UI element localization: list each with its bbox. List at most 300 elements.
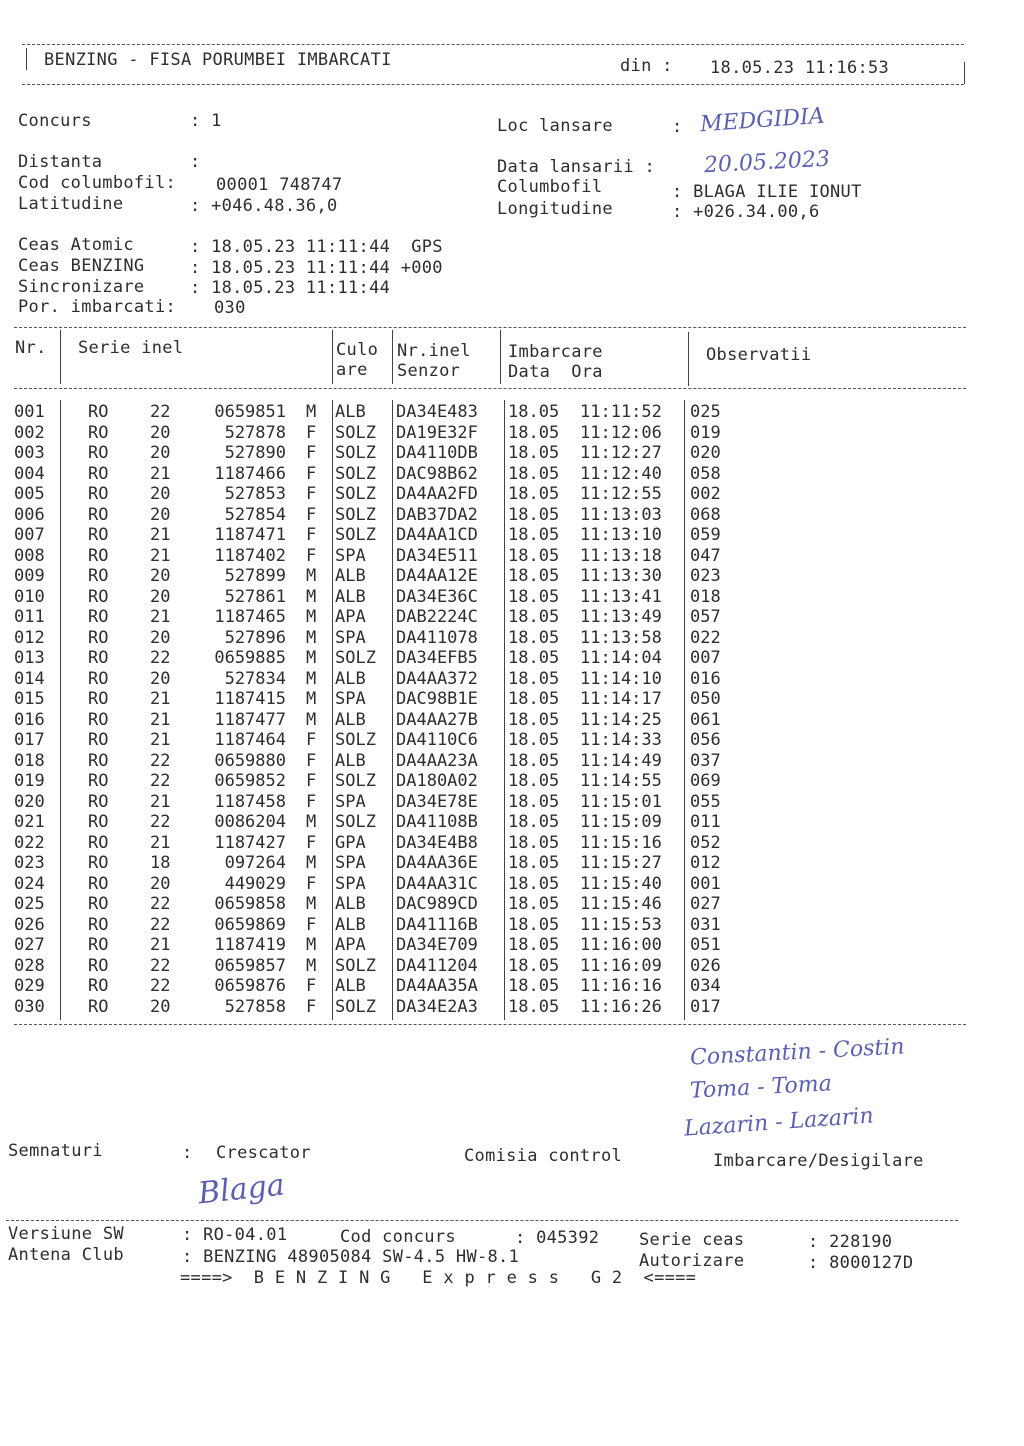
cell-sensor-ring: DA4AA27B xyxy=(396,709,478,730)
cell-boarding-date: 18.05 xyxy=(508,996,560,1017)
cell-sex: M xyxy=(306,566,317,586)
cell-boarding-date: 18.05 xyxy=(508,689,560,709)
table-row xyxy=(14,812,734,833)
cell-color: SPA xyxy=(335,873,366,894)
col-sep-3 xyxy=(392,330,393,384)
cell-row-number: 015 xyxy=(14,689,45,709)
cell-ring-year: 21 xyxy=(150,730,171,750)
data-lansarii-label: Data lansarii : xyxy=(497,157,656,177)
cell-observation: 031 xyxy=(690,914,721,935)
cell-boarding-time: 11:15:27 xyxy=(580,853,662,873)
cell-sensor-ring: DA4110C6 xyxy=(396,730,478,750)
cell-ring-country: RO xyxy=(88,402,109,422)
cell-ring-country: RO xyxy=(88,791,109,812)
cell-boarding-time: 11:15:09 xyxy=(580,812,662,832)
cod-columbofil-label: Cod columbofil: xyxy=(18,173,177,193)
cell-row-number: 007 xyxy=(14,525,45,545)
cell-boarding-time: 11:11:52 xyxy=(580,402,662,422)
cell-boarding-time: 11:12:55 xyxy=(580,484,662,504)
cell-sex: M xyxy=(306,648,317,668)
cell-ring-number: 1187415 xyxy=(214,689,286,709)
cell-ring-number: 1187471 xyxy=(214,525,286,545)
cell-sex: M xyxy=(306,894,317,914)
concurs-label: Concurs xyxy=(18,111,92,131)
cell-sensor-ring: DA4AA36E xyxy=(396,853,478,873)
cell-row-number: 022 xyxy=(14,832,45,853)
loc-lansare-label: Loc lansare xyxy=(497,116,613,136)
table-row xyxy=(14,546,734,567)
antena-club-label: Antena Club xyxy=(8,1245,124,1265)
cell-boarding-time: 11:13:10 xyxy=(580,525,662,545)
cell-sensor-ring: DA41116B xyxy=(396,914,478,935)
cell-observation: 012 xyxy=(690,853,721,873)
cell-ring-number: 097264 xyxy=(224,853,286,873)
cell-color: SOLZ xyxy=(335,484,376,504)
cell-row-number: 021 xyxy=(14,812,45,832)
cell-boarding-time: 11:14:17 xyxy=(580,689,662,709)
table-row xyxy=(14,566,734,587)
cell-sex: F xyxy=(306,525,317,545)
cell-ring-country: RO xyxy=(88,976,109,996)
cell-color: SOLZ xyxy=(335,730,376,750)
cell-ring-year: 21 xyxy=(150,832,171,853)
cell-ring-number: 527853 xyxy=(224,484,286,504)
cell-sensor-ring: DA4110DB xyxy=(396,443,478,463)
table-row xyxy=(14,648,734,669)
col-sep-1 xyxy=(60,330,61,384)
cell-sensor-ring: DA411204 xyxy=(396,955,478,976)
cell-ring-country: RO xyxy=(88,648,109,668)
cell-sensor-ring: DA4AA31C xyxy=(396,873,478,894)
cell-color: SPA xyxy=(335,689,366,709)
cell-boarding-date: 18.05 xyxy=(508,525,560,545)
cell-ring-country: RO xyxy=(88,463,109,484)
table-row xyxy=(14,505,734,526)
header-right-bar xyxy=(964,62,965,84)
porumbei-imbarcati-value: 030 xyxy=(214,298,246,318)
cell-boarding-time: 11:12:06 xyxy=(580,422,662,443)
cell-observation: 047 xyxy=(690,545,721,566)
cell-boarding-date: 18.05 xyxy=(508,402,560,422)
cell-ring-number: 0659851 xyxy=(214,402,286,422)
header-imbarcare-1: Imbarcare xyxy=(508,342,603,362)
cell-ring-number: 0659869 xyxy=(214,914,286,935)
semnaturi-colon: : xyxy=(182,1143,193,1163)
cell-sex: M xyxy=(306,586,317,607)
cell-boarding-date: 18.05 xyxy=(508,750,560,771)
data-lansarii-handwritten: 20.05.2023 xyxy=(703,146,831,179)
cell-ring-year: 22 xyxy=(150,771,171,791)
cell-row-number: 023 xyxy=(14,853,45,873)
cell-ring-number: 1187419 xyxy=(214,935,286,955)
cell-boarding-time: 11:15:01 xyxy=(580,791,662,812)
cell-sex: M xyxy=(306,402,317,422)
cell-sensor-ring: DAB37DA2 xyxy=(396,504,478,525)
cell-sex: F xyxy=(306,873,317,894)
cell-row-number: 014 xyxy=(14,668,45,689)
cell-sex: F xyxy=(306,791,317,812)
cell-ring-number: 527861 xyxy=(224,586,286,607)
cell-ring-year: 20 xyxy=(150,566,171,586)
cell-row-number: 016 xyxy=(14,709,45,730)
table-row xyxy=(14,464,734,485)
crescator-signature: Blaga xyxy=(196,1167,287,1212)
cell-sex: F xyxy=(306,545,317,566)
cell-boarding-time: 11:13:58 xyxy=(580,627,662,648)
cell-ring-country: RO xyxy=(88,668,109,689)
cell-sensor-ring: DA34E36C xyxy=(396,586,478,607)
cell-observation: 007 xyxy=(690,648,721,668)
comisia-control-label: Comisia control xyxy=(464,1146,623,1166)
cell-observation: 026 xyxy=(690,955,721,976)
header-culoare-1: Culo xyxy=(336,340,379,360)
cell-boarding-date: 18.05 xyxy=(508,627,560,648)
cell-observation: 051 xyxy=(690,935,721,955)
cell-sex: F xyxy=(306,750,317,771)
header-senzor-2: Senzor xyxy=(397,361,461,381)
cell-ring-number: 1187427 xyxy=(214,832,286,853)
cell-ring-number: 527890 xyxy=(224,443,286,463)
cell-sex: F xyxy=(306,914,317,935)
cell-sex: M xyxy=(306,607,317,627)
cell-boarding-date: 18.05 xyxy=(508,935,560,955)
cell-row-number: 028 xyxy=(14,955,45,976)
cell-row-number: 029 xyxy=(14,976,45,996)
cell-ring-number: 527878 xyxy=(224,422,286,443)
cell-ring-year: 21 xyxy=(150,935,171,955)
cell-row-number: 030 xyxy=(14,996,45,1017)
latitudine-label: Latitudine xyxy=(18,194,124,214)
cell-ring-year: 20 xyxy=(150,504,171,525)
table-row xyxy=(14,587,734,608)
cell-sex: F xyxy=(306,504,317,525)
table-row xyxy=(14,915,734,936)
cell-observation: 056 xyxy=(690,730,721,750)
cell-observation: 059 xyxy=(690,525,721,545)
cell-ring-year: 22 xyxy=(150,648,171,668)
cell-sensor-ring: DA19E32F xyxy=(396,422,478,443)
cell-observation: 018 xyxy=(690,586,721,607)
cell-row-number: 018 xyxy=(14,750,45,771)
table-row xyxy=(14,669,734,690)
cell-ring-number: 0659857 xyxy=(214,955,286,976)
cell-color: ALB xyxy=(335,750,366,771)
distanta-value: : xyxy=(190,152,201,172)
cell-sensor-ring: DAC98B1E xyxy=(396,689,478,709)
table-row xyxy=(14,730,734,751)
cell-ring-country: RO xyxy=(88,996,109,1017)
cell-boarding-date: 18.05 xyxy=(508,443,560,463)
autorizare-value: : 8000127D xyxy=(808,1253,914,1273)
cell-sensor-ring: DA4AA1CD xyxy=(396,525,478,545)
cell-sex: M xyxy=(306,853,317,873)
cell-color: ALB xyxy=(335,402,366,422)
cell-sex: F xyxy=(306,463,317,484)
cell-boarding-time: 11:13:41 xyxy=(580,586,662,607)
autorizare-label: Autorizare xyxy=(639,1251,745,1271)
cell-row-number: 011 xyxy=(14,607,45,627)
cell-row-number: 013 xyxy=(14,648,45,668)
cell-sensor-ring: DA4AA23A xyxy=(396,750,478,771)
cell-ring-year: 20 xyxy=(150,484,171,504)
cell-sensor-ring: DAC989CD xyxy=(396,894,478,914)
cell-ring-number: 1187464 xyxy=(214,730,286,750)
cell-observation: 001 xyxy=(690,873,721,894)
cell-ring-country: RO xyxy=(88,525,109,545)
cell-ring-country: RO xyxy=(88,873,109,894)
cell-ring-year: 22 xyxy=(150,812,171,832)
cell-row-number: 012 xyxy=(14,627,45,648)
cell-ring-country: RO xyxy=(88,955,109,976)
cell-boarding-date: 18.05 xyxy=(508,730,560,750)
cell-observation: 068 xyxy=(690,504,721,525)
cell-color: ALB xyxy=(335,709,366,730)
cell-ring-country: RO xyxy=(88,935,109,955)
cell-ring-year: 21 xyxy=(150,463,171,484)
cell-sensor-ring: DA34E2A3 xyxy=(396,996,478,1017)
cell-boarding-time: 11:12:27 xyxy=(580,443,662,463)
header-serie-inel: Serie inel xyxy=(78,338,184,358)
header-observatii: Observatii xyxy=(706,345,812,365)
cod-columbofil-value: 00001 748747 xyxy=(216,175,343,195)
cell-ring-year: 20 xyxy=(150,873,171,894)
cell-color: APA xyxy=(335,607,366,627)
cell-boarding-time: 11:15:16 xyxy=(580,832,662,853)
crescator-label: Crescator xyxy=(216,1143,311,1163)
cell-boarding-date: 18.05 xyxy=(508,812,560,832)
cell-color: SPA xyxy=(335,853,366,873)
cell-ring-number: 1187465 xyxy=(214,607,286,627)
cell-ring-number: 0659852 xyxy=(214,771,286,791)
serie-ceas-value: : 228190 xyxy=(808,1232,893,1252)
cell-sensor-ring: DAC98B62 xyxy=(396,463,478,484)
longitudine-value: : +026.34.00,6 xyxy=(672,202,820,222)
cell-color: SPA xyxy=(335,791,366,812)
cell-sensor-ring: DA34EFB5 xyxy=(396,648,478,668)
cell-ring-country: RO xyxy=(88,832,109,853)
cell-sensor-ring: DA34E483 xyxy=(396,402,478,422)
document-title: BENZING - FISA PORUMBEI IMBARCATI xyxy=(44,50,392,70)
cell-boarding-time: 11:16:09 xyxy=(580,955,662,976)
col-sep-4 xyxy=(500,330,501,384)
cell-boarding-date: 18.05 xyxy=(508,545,560,566)
cell-boarding-time: 11:16:00 xyxy=(580,935,662,955)
cell-color: SOLZ xyxy=(335,422,376,443)
cell-row-number: 001 xyxy=(14,402,45,422)
cell-ring-year: 21 xyxy=(150,689,171,709)
table-row xyxy=(14,894,734,915)
cell-ring-country: RO xyxy=(88,607,109,627)
cell-ring-number: 0659885 xyxy=(214,648,286,668)
cell-sensor-ring: DA34E4B8 xyxy=(396,832,478,853)
cell-boarding-time: 11:13:30 xyxy=(580,566,662,586)
cell-ring-number: 527858 xyxy=(224,996,286,1017)
cell-sensor-ring: DA34E511 xyxy=(396,545,478,566)
cell-boarding-date: 18.05 xyxy=(508,709,560,730)
cell-ring-year: 20 xyxy=(150,996,171,1017)
cell-color: GPA xyxy=(335,832,366,853)
table-row xyxy=(14,628,734,649)
cell-observation: 023 xyxy=(690,566,721,586)
cod-concurs-value: : 045392 xyxy=(515,1228,600,1248)
cell-ring-year: 20 xyxy=(150,627,171,648)
cell-boarding-date: 18.05 xyxy=(508,607,560,627)
footer-rule xyxy=(6,1220,958,1221)
header-culoare-2: are xyxy=(336,360,368,380)
cell-sex: F xyxy=(306,832,317,853)
table-row xyxy=(14,710,734,731)
cell-boarding-date: 18.05 xyxy=(508,484,560,504)
cell-row-number: 010 xyxy=(14,586,45,607)
table-row xyxy=(14,402,734,423)
cell-boarding-time: 11:13:03 xyxy=(580,504,662,525)
loc-lansare-value: : xyxy=(672,117,683,137)
print-date-label: din : xyxy=(620,56,673,76)
cell-sensor-ring: DA34E78E xyxy=(396,791,478,812)
col-sep-5 xyxy=(688,332,689,386)
cell-ring-year: 21 xyxy=(150,709,171,730)
cell-ring-year: 21 xyxy=(150,545,171,566)
cell-sex: M xyxy=(306,689,317,709)
table-row xyxy=(14,525,734,546)
porumbei-imbarcati-label: Por. imbarcati: xyxy=(18,297,177,317)
cell-boarding-time: 11:13:49 xyxy=(580,607,662,627)
cell-row-number: 019 xyxy=(14,771,45,791)
cell-ring-year: 22 xyxy=(150,976,171,996)
cell-color: SOLZ xyxy=(335,463,376,484)
cell-sensor-ring: DA41108B xyxy=(396,812,478,832)
distanta-label: Distanta xyxy=(18,152,103,172)
cell-ring-country: RO xyxy=(88,689,109,709)
table-row xyxy=(14,997,734,1018)
cell-color: SOLZ xyxy=(335,955,376,976)
table-row xyxy=(14,792,734,813)
cell-ring-country: RO xyxy=(88,709,109,730)
cell-sex: F xyxy=(306,422,317,443)
cell-ring-number: 1187402 xyxy=(214,545,286,566)
cell-ring-year: 22 xyxy=(150,402,171,422)
cell-sensor-ring: DA4AA2FD xyxy=(396,484,478,504)
cell-ring-year: 21 xyxy=(150,607,171,627)
cell-sensor-ring: DAB2224C xyxy=(396,607,478,627)
cell-ring-country: RO xyxy=(88,914,109,935)
cell-observation: 017 xyxy=(690,996,721,1017)
cell-row-number: 025 xyxy=(14,894,45,914)
concurs-value: : 1 xyxy=(190,111,222,131)
cell-boarding-time: 11:14:10 xyxy=(580,668,662,689)
table-row xyxy=(14,956,734,977)
cell-color: SOLZ xyxy=(335,443,376,463)
header-imbarcare-2: Data Ora xyxy=(508,362,603,382)
cell-ring-year: 20 xyxy=(150,443,171,463)
cell-sensor-ring: DA34E709 xyxy=(396,935,478,955)
cell-observation: 002 xyxy=(690,484,721,504)
cell-sensor-ring: DA4AA12E xyxy=(396,566,478,586)
cell-ring-number: 0659880 xyxy=(214,750,286,771)
header-bottom-rule xyxy=(22,84,964,85)
cell-observation: 011 xyxy=(690,812,721,832)
cell-boarding-time: 11:16:16 xyxy=(580,976,662,996)
cell-boarding-date: 18.05 xyxy=(508,566,560,586)
table-row xyxy=(14,976,734,997)
cell-observation: 058 xyxy=(690,463,721,484)
print-date-value: 18.05.23 11:16:53 xyxy=(710,58,890,78)
cell-row-number: 024 xyxy=(14,873,45,894)
cell-observation: 050 xyxy=(690,689,721,709)
ceas-benzing-value: : 18.05.23 11:11:44 +000 xyxy=(190,258,443,278)
cell-boarding-time: 11:13:18 xyxy=(580,545,662,566)
cell-color: ALB xyxy=(335,976,366,996)
cell-ring-year: 21 xyxy=(150,791,171,812)
cell-ring-number: 1187458 xyxy=(214,791,286,812)
cell-ring-year: 20 xyxy=(150,668,171,689)
cell-color: SPA xyxy=(335,627,366,648)
cell-observation: 016 xyxy=(690,668,721,689)
cell-boarding-time: 11:14:55 xyxy=(580,771,662,791)
cell-ring-country: RO xyxy=(88,504,109,525)
pigeon-table-body xyxy=(14,402,734,1017)
cell-boarding-time: 11:16:26 xyxy=(580,996,662,1017)
table-row xyxy=(14,853,734,874)
benzing-brand-line: ====> B E N Z I N G E x p r e s s G 2 <==== xyxy=(180,1268,697,1288)
cell-color: SOLZ xyxy=(335,771,376,791)
cell-row-number: 002 xyxy=(14,422,45,443)
cell-sex: F xyxy=(306,771,317,791)
cell-ring-country: RO xyxy=(88,586,109,607)
cell-ring-country: RO xyxy=(88,545,109,566)
cell-sex: M xyxy=(306,812,317,832)
table-top-rule xyxy=(14,327,966,328)
cell-color: ALB xyxy=(335,566,366,586)
cell-boarding-date: 18.05 xyxy=(508,504,560,525)
cell-color: ALB xyxy=(335,914,366,935)
cell-sex: M xyxy=(306,709,317,730)
handwritten-name-2: Toma - Toma xyxy=(689,1071,833,1104)
cell-boarding-date: 18.05 xyxy=(508,873,560,894)
cell-row-number: 003 xyxy=(14,443,45,463)
cell-ring-country: RO xyxy=(88,484,109,504)
col-sep-2 xyxy=(332,330,333,384)
cell-boarding-date: 18.05 xyxy=(508,648,560,668)
cell-boarding-date: 18.05 xyxy=(508,976,560,996)
cell-boarding-date: 18.05 xyxy=(508,422,560,443)
cell-color: SOLZ xyxy=(335,525,376,545)
cell-boarding-date: 18.05 xyxy=(508,832,560,853)
cell-ring-year: 22 xyxy=(150,914,171,935)
table-row xyxy=(14,874,734,895)
cell-ring-country: RO xyxy=(88,750,109,771)
cell-color: ALB xyxy=(335,668,366,689)
table-row xyxy=(14,751,734,772)
cell-row-number: 006 xyxy=(14,504,45,525)
serie-ceas-label: Serie ceas xyxy=(639,1230,745,1250)
header-left-bar xyxy=(26,48,27,70)
cell-observation: 069 xyxy=(690,771,721,791)
columbofil-label: Columbofil xyxy=(497,177,603,197)
handwritten-name-3: Lazarin - Lazarin xyxy=(683,1103,875,1142)
table-row xyxy=(14,484,734,505)
versiune-value: : RO-04.01 xyxy=(182,1225,288,1245)
cell-ring-number: 449029 xyxy=(224,873,286,894)
cell-sex: M xyxy=(306,627,317,648)
cell-sex: F xyxy=(306,484,317,504)
cell-ring-year: 18 xyxy=(150,853,171,873)
cell-row-number: 017 xyxy=(14,730,45,750)
cell-color: SPA xyxy=(335,545,366,566)
cell-boarding-date: 18.05 xyxy=(508,955,560,976)
cell-boarding-time: 11:14:04 xyxy=(580,648,662,668)
cell-color: SOLZ xyxy=(335,648,376,668)
